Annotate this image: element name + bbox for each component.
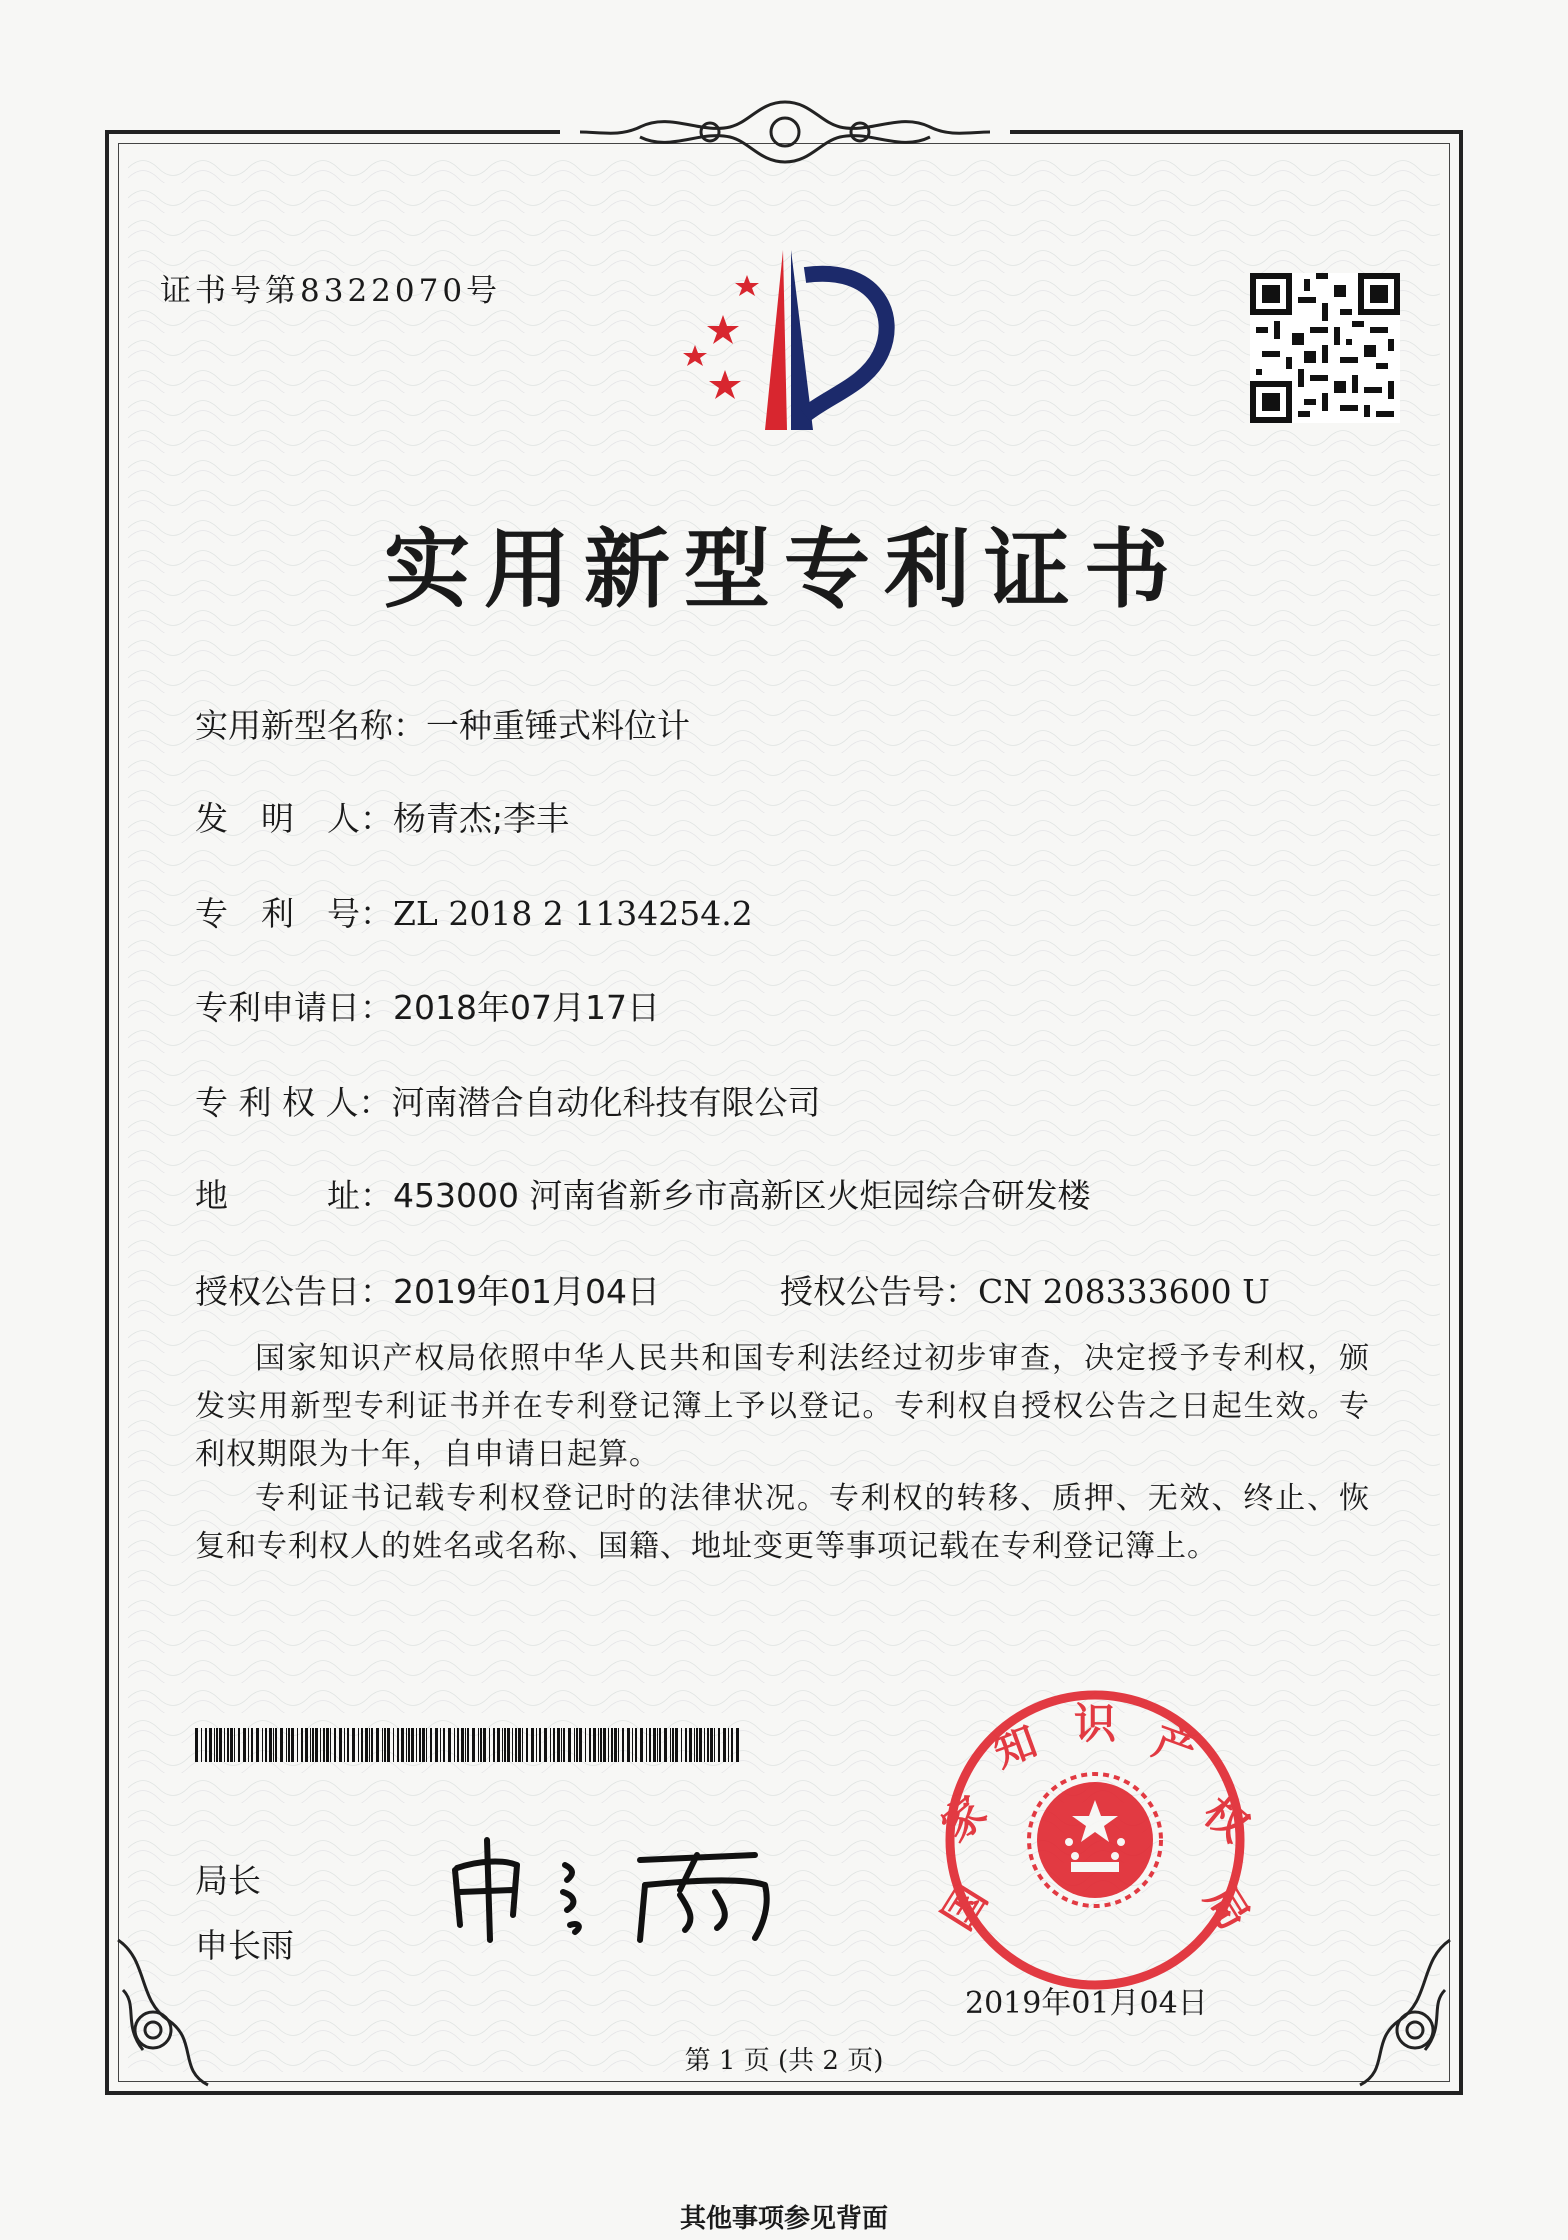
grant-number-value: CN 208333600 U [978,1272,1270,1311]
grant-number-row [780,1266,1270,1313]
patent-number-row [195,888,753,935]
address-row [195,1170,1090,1217]
director-signature [445,1830,790,1945]
legal-statement-paragraph-2: 专利证书记载专利权登记时的法律状况。专利权的转移、质押、无效、终止、恢复和专利权人的姓名或名称、国籍、地址变更等事项记载在专利登记簿上。 [195,1481,1370,1564]
grant-date-value: 2019年01月04日 [393,1272,660,1311]
patentee-row [195,1077,820,1124]
grant-date-row [195,1266,660,1313]
patent-number-value: ZL 2018 2 1134254.2 [393,894,753,933]
utility-model-name-label: 实用新型名称： [195,706,426,745]
inventor-label: 发 明 人： [195,799,393,838]
address-label: 地 址： [195,1176,393,1215]
svg-text:局: 局 [1195,1876,1260,1939]
qr-code [1250,272,1400,424]
seal-date: 2019年01月04日 [965,1986,1208,2021]
page-number: 第 1 页 (共 2 页) [684,2046,884,2076]
official-seal [925,1690,1265,1990]
svg-text:国: 国 [932,1876,997,1939]
svg-text:权: 权 [1194,1786,1259,1852]
inventor-row [195,793,569,840]
patentee-label: 专 利 权 人： [195,1083,392,1122]
back-side-note: 其他事项参见背面 [679,2204,888,2234]
utility-model-name-row [195,700,690,747]
grant-date-label: 授权公告日： [195,1272,393,1311]
filing-date-row [195,982,660,1029]
svg-text:知: 知 [986,1716,1044,1777]
certificate-title: 实用新型专利证书 [384,520,1184,620]
legal-statement-paragraph-1: 国家知识产权局依照中华人民共和国专利法经过初步审查，决定授予专利权，颁发实用新型专利证书并在专利登记簿上予以登记。专利权自授权公告之日起生效。专利权期限为十年，自申请日起算。 [195,1341,1370,1472]
top-ornament [560,92,1010,172]
barcode [195,1728,740,1762]
filing-date-value: 2018年07月17日 [393,988,660,1027]
svg-text:识: 识 [1073,1699,1117,1748]
patentee-value: 河南潜合自动化科技有限公司 [391,1083,821,1122]
patent-number-label: 专 利 号： [195,894,393,933]
svg-text:家: 家 [931,1786,996,1852]
director-name: 申长雨 [195,1926,294,1965]
filing-date-label: 专利申请日： [195,988,393,1027]
certificate-number: 证书号第8322070号 [160,273,502,309]
svg-text:产: 产 [1146,1716,1204,1777]
director-title: 局长 [195,1861,261,1900]
grant-number-label: 授权公告号： [780,1272,978,1311]
inventor-value: 杨青杰;李丰 [393,799,570,838]
cnipa-logo [665,245,905,435]
address-value: 453000 河南省新乡市高新区火炬园综合研发楼 [393,1176,1091,1215]
utility-model-name-value: 一种重锤式料位计 [426,706,690,745]
